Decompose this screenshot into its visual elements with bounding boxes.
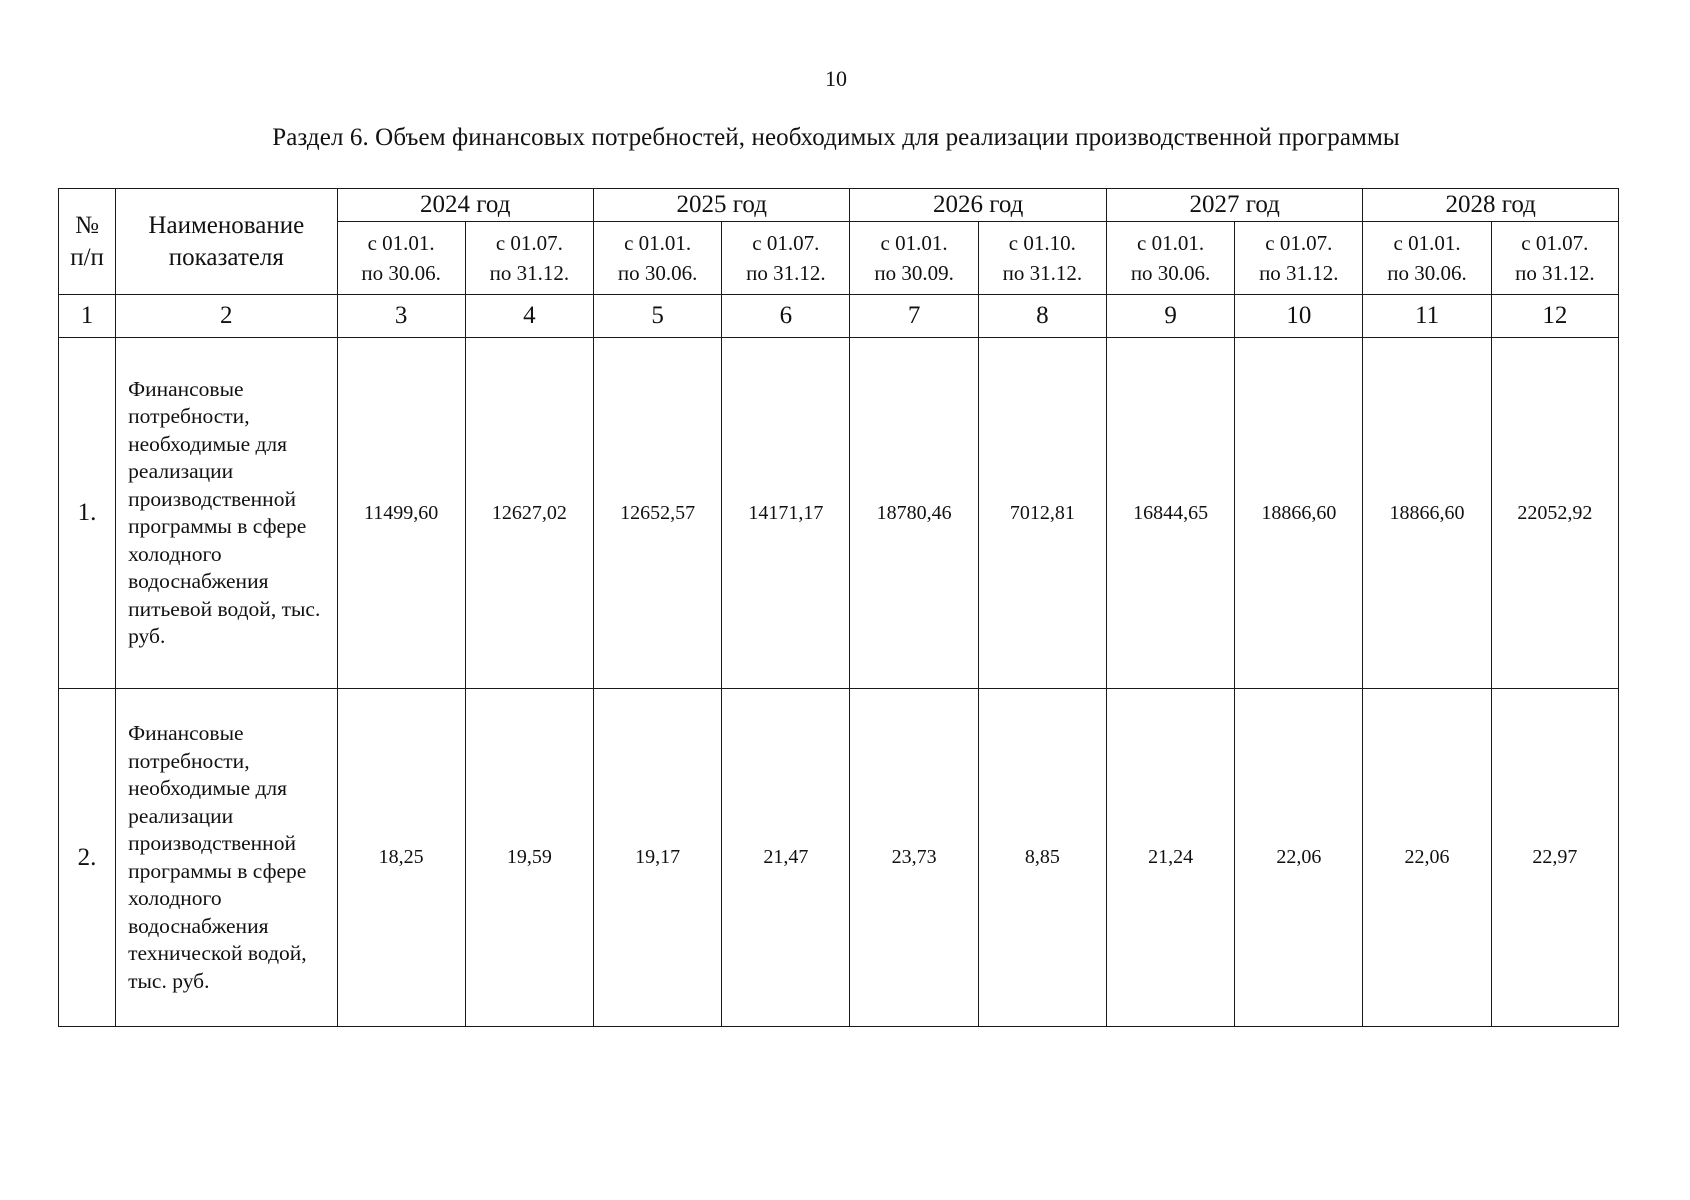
- row-number: 2.: [59, 689, 116, 1027]
- page-number: 10: [825, 66, 847, 91]
- year-header-2026: 2026 год: [850, 189, 1106, 222]
- column-number: 8: [978, 295, 1106, 338]
- value-cell: 14171,17: [722, 338, 850, 689]
- period-header: [337, 222, 465, 295]
- value-cell: 23,73: [850, 689, 978, 1027]
- year-header-2027: 2027 год: [1106, 189, 1362, 222]
- column-number: 1: [59, 295, 116, 338]
- period-line2: по 30.06.: [617, 261, 698, 285]
- period-line2: по 31.12.: [1515, 261, 1595, 285]
- value-cell: 11499,60: [337, 338, 465, 689]
- indicator-name: Финансовые потребности, необходимые для реализации производственной программы в сфере холодного водоснабжения технической водой, тыс. руб.: [116, 689, 337, 1027]
- table-row: [59, 338, 1619, 689]
- period-line2: по 31.12.: [1002, 261, 1083, 285]
- value-cell: 8,85: [978, 689, 1106, 1027]
- col-name-header-line2: показателя: [168, 243, 284, 271]
- period-line2: по 30.09.: [874, 261, 954, 285]
- period-line1: с 01.07.: [752, 231, 820, 255]
- financial-needs-table: [58, 188, 1619, 1027]
- column-number-row: [59, 295, 1619, 338]
- period-line2: по 30.06.: [361, 261, 441, 285]
- period-line1: с 01.10.: [1008, 231, 1076, 255]
- value-cell: 22052,92: [1491, 338, 1618, 689]
- year-header-2024: 2024 год: [337, 189, 593, 222]
- col-no-header-line2: п/п: [70, 243, 104, 271]
- column-number: 10: [1235, 295, 1363, 338]
- year-header-2025: 2025 год: [593, 189, 849, 222]
- value-cell: 16844,65: [1106, 338, 1234, 689]
- value-cell: 12652,57: [593, 338, 721, 689]
- period-line2: по 31.12.: [1259, 261, 1339, 285]
- period-line1: с 01.01.: [367, 231, 435, 255]
- value-cell: 19,59: [465, 689, 593, 1027]
- value-cell: 18866,60: [1363, 338, 1491, 689]
- col-name-header-line1: Наименование: [148, 211, 305, 239]
- period-header: [593, 222, 721, 295]
- period-header: [1106, 222, 1234, 295]
- value-cell: 22,06: [1235, 689, 1363, 1027]
- period-line2: по 30.06.: [1130, 261, 1211, 285]
- col-name-header: [116, 189, 337, 295]
- value-cell: 19,17: [593, 689, 721, 1027]
- header-row-years: [59, 189, 1619, 222]
- period-header: [465, 222, 593, 295]
- period-header: [978, 222, 1106, 295]
- row-number: 1.: [59, 338, 116, 689]
- table-row: [59, 689, 1619, 1027]
- value-cell: 12627,02: [465, 338, 593, 689]
- period-line1: с 01.07.: [1265, 231, 1333, 255]
- column-number: 6: [722, 295, 850, 338]
- column-number: 2: [116, 295, 337, 338]
- period-line1: с 01.01.: [880, 231, 948, 255]
- value-cell: 21,24: [1106, 689, 1234, 1027]
- period-line2: по 30.06.: [1387, 261, 1467, 285]
- col-no-header-line1: №: [75, 211, 99, 239]
- period-header: [1235, 222, 1363, 295]
- period-line1: с 01.01.: [624, 231, 692, 255]
- column-number: 3: [337, 295, 465, 338]
- period-line1: с 01.07.: [1521, 231, 1589, 255]
- period-header: [850, 222, 978, 295]
- year-header-2028: 2028 год: [1363, 189, 1619, 222]
- column-number: 11: [1363, 295, 1491, 338]
- value-cell: 18,25: [337, 689, 465, 1027]
- column-number: 5: [593, 295, 721, 338]
- period-line1: с 01.01.: [1393, 231, 1461, 255]
- column-number: 7: [850, 295, 978, 338]
- column-number: 9: [1106, 295, 1234, 338]
- indicator-name: Финансовые потребности, необходимые для реализации производственной программы в сфере холодного водоснабжения питьевой водой, тыс. руб.: [116, 338, 337, 689]
- period-line2: по 31.12.: [746, 261, 826, 285]
- period-header: [1363, 222, 1491, 295]
- value-cell: 18780,46: [850, 338, 978, 689]
- period-line2: по 31.12.: [489, 261, 570, 285]
- period-line1: с 01.01.: [1137, 231, 1205, 255]
- period-header: [1491, 222, 1618, 295]
- section-title: Раздел 6. Объем финансовых потребностей, необходимых для реализации производственной программы: [272, 124, 1400, 151]
- col-no-header: [59, 189, 116, 295]
- column-number: 4: [465, 295, 593, 338]
- period-header: [722, 222, 850, 295]
- value-cell: 21,47: [722, 689, 850, 1027]
- value-cell: 22,97: [1491, 689, 1618, 1027]
- value-cell: 22,06: [1363, 689, 1491, 1027]
- period-line1: с 01.07.: [495, 231, 563, 255]
- column-number: 12: [1491, 295, 1618, 338]
- value-cell: 18866,60: [1235, 338, 1363, 689]
- value-cell: 7012,81: [978, 338, 1106, 689]
